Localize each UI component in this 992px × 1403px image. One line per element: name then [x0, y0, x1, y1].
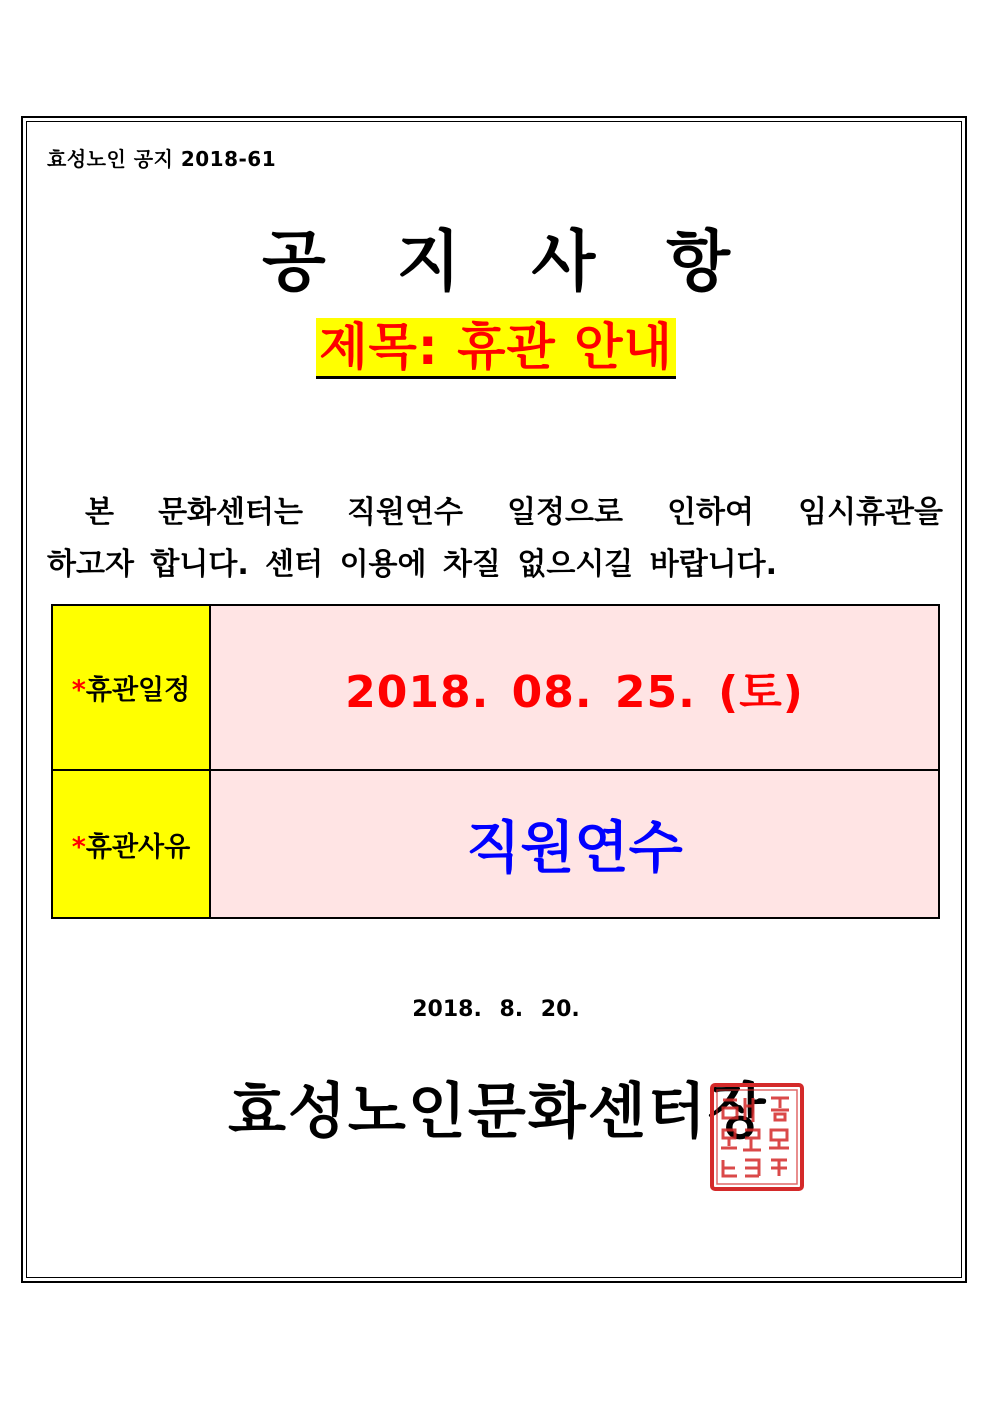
closure-date-value: 2018. 08. 25. (토)	[345, 666, 804, 718]
closure-reason-label-text: 휴관사유	[85, 831, 191, 863]
document-number: 효성노인 공지 2018-61	[47, 147, 277, 171]
notice-body	[47, 487, 943, 591]
table-row-closure-reason	[52, 770, 939, 918]
closure-date-label	[52, 605, 210, 770]
subject-heading: 제목: 휴관 안내	[316, 318, 676, 379]
closure-reason-value: 직원연수	[466, 816, 683, 882]
closure-info-table	[51, 604, 940, 919]
required-star: *	[71, 831, 86, 863]
notice-title: 공 지 사 항	[262, 223, 754, 300]
subject-container	[0, 318, 992, 379]
organization-name: 효성노인문화센터장	[228, 1077, 768, 1147]
closure-date-label-text: 휴관일정	[85, 675, 191, 707]
official-seal-icon	[709, 1082, 805, 1192]
closure-date-cell	[210, 605, 939, 770]
issue-date: 2018. 8. 20.	[412, 997, 580, 1022]
table-row-closure-date	[52, 605, 939, 770]
closure-reason-label	[52, 770, 210, 918]
body-line-2: 하고자 합니다. 센터 이용에 차질 없으시길 바랍니다.	[47, 547, 778, 582]
body-line-1: 본 문화센터는 직원연수 일정으로 인하여 임시휴관을	[85, 495, 943, 530]
required-star: *	[71, 675, 86, 707]
closure-reason-cell	[210, 770, 939, 918]
